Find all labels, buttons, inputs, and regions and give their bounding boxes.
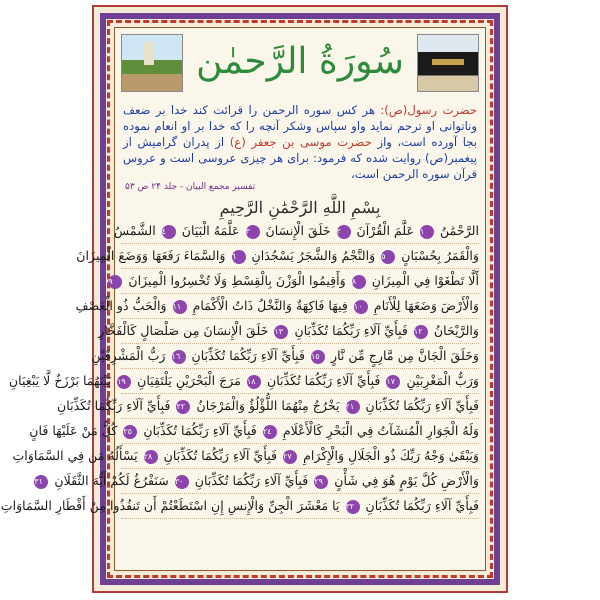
- ayah-number-marker: ٢١: [346, 400, 360, 414]
- verse-text: وَأَقِيمُوا الْوَزْنَ بِالْقِسْطِ وَلَا تُخْسِرُوا الْمِيزَانَ: [124, 273, 346, 288]
- verse-text: وَالْأَرْضَ وَضَعَهَا لِلْأَنَامِ: [369, 298, 479, 313]
- verse-text: يَسْأَلُهُ مَن فِي السَّمَاوَاتِ: [12, 448, 138, 463]
- kaaba-photo: [417, 34, 479, 92]
- verse-line: [76, 244, 479, 269]
- verse-line: [108, 269, 479, 294]
- ayah-number-marker: ٢٢: [176, 400, 190, 414]
- verse-text: أَلَّا تَطْغَوْا فِي الْمِيزَانِ: [367, 273, 479, 288]
- page-content: [0, 27, 486, 571]
- verse-text: رَبُّ الْمَشْرِقَيْنِ: [91, 348, 166, 363]
- verse-text: فَبِأَيِّ آلَاءِ رَبِّكُمَا تُكَذِّبَانِ: [56, 398, 171, 413]
- verse-text: الشَّمْسُ: [113, 223, 156, 238]
- ayah-number-marker: ١٦: [172, 350, 186, 364]
- verse-text: يَخْرُجُ مِنْهُمَا اللُّؤْلُؤُ وَالْمَرْجَانُ: [192, 398, 340, 413]
- ayah-number-marker: ١٣: [274, 325, 288, 339]
- ayah-number-marker: ٨: [352, 275, 366, 289]
- verse-text: وَالْحَبُّ ذُو الْعَصْفِ: [75, 298, 167, 313]
- verse-line: [113, 219, 479, 244]
- verse-text: عَلَّمَ الْقُرْآنَ: [352, 223, 415, 238]
- hadith-lead: حضرت رسول(ص):: [374, 103, 477, 117]
- surah-card: [0, 5, 508, 593]
- ayah-number-marker: ٣١: [34, 475, 48, 489]
- ayah-number-marker: ١: [420, 225, 434, 239]
- bismillah: بِسْمِ اللَّهِ الرَّحْمَٰنِ الرَّحِيمِ: [219, 198, 381, 217]
- ayah-number-marker: ٣٠: [175, 475, 189, 489]
- ayah-number-marker: ١٩: [117, 375, 131, 389]
- verse-text: فَبِأَيِّ آلَاءِ رَبِّكُمَا تُكَذِّبَانِ: [361, 498, 479, 513]
- ayah-number-marker: ٢: [337, 225, 351, 239]
- verse-line: [8, 369, 479, 394]
- verse-text: وَيَبْقَىٰ وَجْهُ رَبِّكَ ذُو الْجَلَالِ وَالْإِكْرَامِ: [299, 448, 479, 463]
- hadith-body: هر کس سوره الرحمن را قرائت کند خدا بر ضعف وناتوانی او ترحم نماید واو سپاس وشکر آنچه را که خدا بر او انعام نموده بجا آورده است، واز: [123, 103, 478, 149]
- ayah-number-marker: ١٨: [247, 375, 261, 389]
- ayah-number-marker: ٢٨: [144, 450, 158, 464]
- verse-line: [12, 444, 479, 469]
- ayah-number-marker: ٣: [246, 225, 260, 239]
- verse-text: فِيهَا فَاكِهَةٌ وَالنَّخْلُ ذَاتُ الْأَكْمَامِ: [188, 298, 348, 313]
- ayah-number-marker: ١٥: [311, 350, 325, 364]
- verse-text: وَالْقَمَرُ بِحُسْبَانٍ: [397, 248, 479, 263]
- hadith-lead-2: حضرت موسی بن جعفر (ع): [224, 135, 372, 149]
- verse-text: فَبِأَيِّ آلَاءِ رَبِّكُمَا تُكَذِّبَانِ: [290, 323, 408, 338]
- verse-line: [98, 319, 479, 344]
- verse-text: سَنَفْرُغُ لَكُمْ أَيُّهَ الثَّقَلَانِ: [50, 473, 169, 488]
- verse-text: بَيْنَهُمَا بَرْزَخٌ لَّا يَبْغِيَانِ: [8, 373, 112, 388]
- ayah-number-marker: ١١: [173, 300, 187, 314]
- ayah-number-marker: ٣٢: [346, 500, 360, 514]
- verse-text: وَالسَّمَاءَ رَفَعَهَا وَوَضَعَ الْمِيزَانَ: [76, 248, 226, 263]
- verse-text: فَبِأَيِّ آلَاءِ رَبِّكُمَا تُكَذِّبَانِ: [187, 348, 305, 363]
- hadith-body-2: از پدران گرامیش از پیغمبر(ص) روایت شده که فرمود: برای هر چیزی عروسی است و عروس قرآن سوره الرحمن است،: [123, 135, 477, 181]
- ayah-number-marker: ٢٧: [283, 450, 297, 464]
- ayah-number-marker: ٤: [162, 225, 176, 239]
- verse-text: وَالْأَرْضِ كُلَّ يَوْمٍ هُوَ فِي شَأْنٍ: [330, 473, 479, 488]
- surah-title: سُورَةُ الرَّحمٰن: [196, 41, 404, 82]
- ayah-number-marker: ٢٩: [314, 475, 328, 489]
- verse-line: [0, 494, 479, 519]
- verse-text: فَبِأَيِّ آلَاءِ رَبِّكُمَا تُكَذِّبَانِ: [190, 473, 309, 488]
- ayah-number-marker: ١٧: [386, 375, 400, 389]
- ayah-number-marker: ٢٤: [263, 425, 277, 439]
- verse-text: خَلَقَ الْإِنسَانَ مِن صَلْصَالٍ كَالْفَخَّارِ: [98, 323, 269, 338]
- ayah-number-marker: ٢٥: [123, 425, 137, 439]
- verse-text: كُلُّ مَنْ عَلَيْهَا فَانٍ: [29, 423, 118, 438]
- ayah-number-marker: ٩: [108, 275, 122, 289]
- ayah-number-marker: ١٠: [354, 300, 368, 314]
- verse-text: فَبِأَيِّ آلَاءِ رَبِّكُمَا تُكَذِّبَانِ: [361, 398, 479, 413]
- verse-text: فَبِأَيِّ آلَاءِ رَبِّكُمَا تُكَذِّبَانِ: [139, 423, 257, 438]
- verse-line: [91, 344, 479, 369]
- verse-text: وَلَهُ الْجَوَارِ الْمُنشَآتُ فِي الْبَحْرِ كَالْأَعْلَامِ: [278, 423, 479, 438]
- verse-text: يَا مَعْشَرَ الْجِنِّ وَالْإِنسِ إِنِ اسْتَطَعْتُمْ أَن تَنفُذُوا مِنْ أَقْطَارِ السَّمَاوَاتِ: [0, 498, 340, 513]
- verse-text: وَرَبُّ الْمَغْرِبَيْنِ: [402, 373, 479, 388]
- hadith-text: [115, 98, 485, 182]
- verse-text: عَلَّمَهُ الْبَيَانَ: [177, 223, 240, 238]
- ayah-number-marker: ٦: [232, 250, 246, 264]
- verse-line: [34, 469, 479, 494]
- verse-text: وَالرَّيْحَانُ: [429, 323, 479, 338]
- verse-text: وَالنَّجْمُ وَالشَّجَرُ يَسْجُدَانِ: [247, 248, 376, 263]
- verse-line: [56, 394, 479, 419]
- verse-text: فَبِأَيِّ آلَاءِ رَبِّكُمَا تُكَذِّبَانِ: [159, 448, 278, 463]
- verse-text: وَخَلَقَ الْجَانَّ مِن مَّارِجٍ مِّن نَّارٍ: [327, 348, 479, 363]
- ayah-number-marker: ٥: [381, 250, 395, 264]
- verse-text: خَلَقَ الْإِنسَانَ: [261, 223, 331, 238]
- verse-text: الرَّحْمَٰنُ: [436, 223, 479, 238]
- verse-text: فَبِأَيِّ آلَاءِ رَبِّكُمَا تُكَذِّبَانِ: [262, 373, 381, 388]
- ayah-number-marker: ١٢: [414, 325, 428, 339]
- header: [115, 28, 485, 98]
- verse-line: [75, 294, 479, 319]
- verse-line: [29, 419, 479, 444]
- hadith-source: تفسیر مجمع البیان - جلد ۲۴ ص ۵۳: [125, 182, 256, 192]
- verse-lines: [0, 217, 485, 519]
- verse-text: مَرَجَ الْبَحْرَيْنِ يَلْتَقِيَانِ: [133, 373, 241, 388]
- shrine-photo: [121, 34, 183, 92]
